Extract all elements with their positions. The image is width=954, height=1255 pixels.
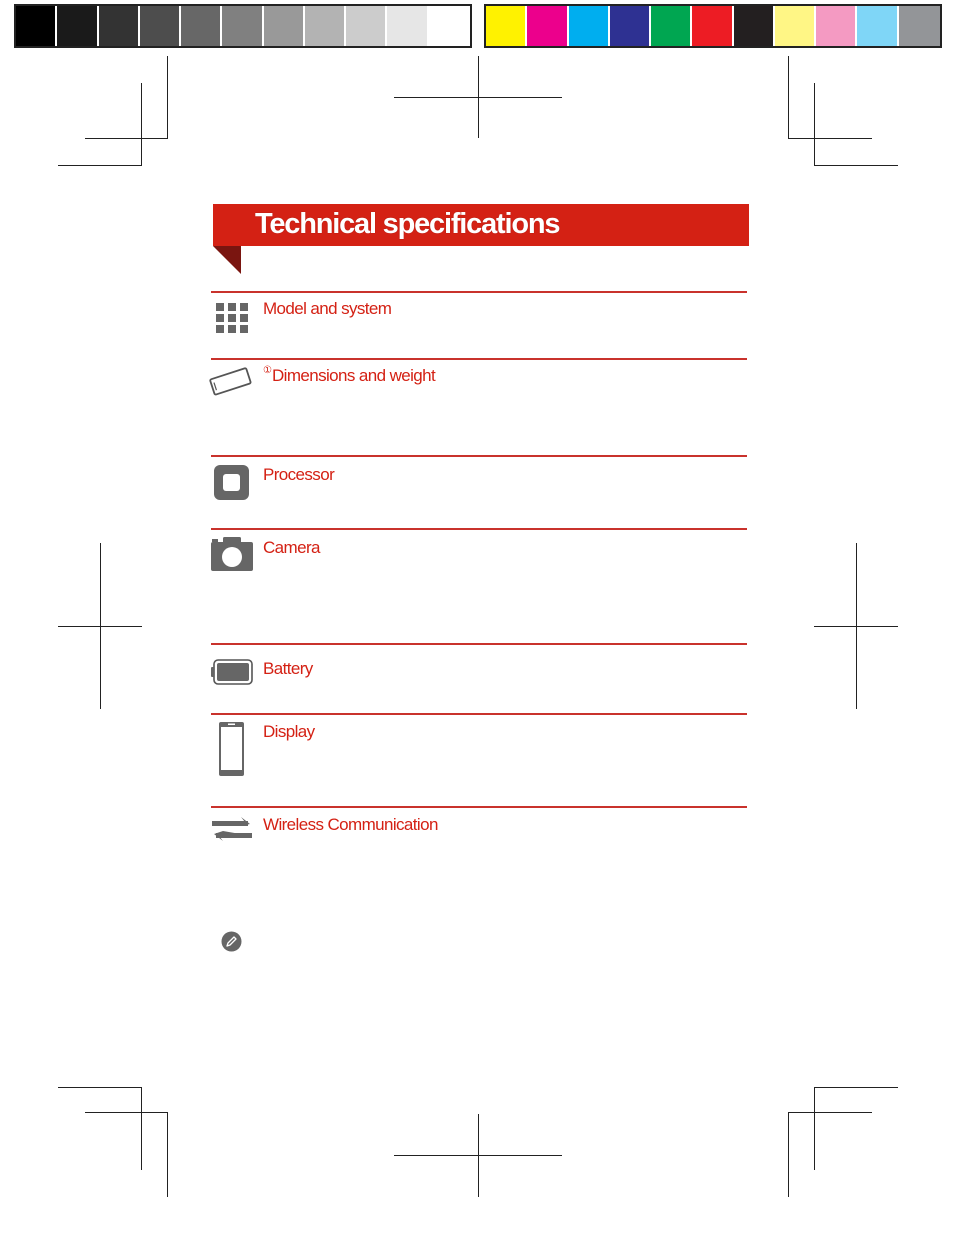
section-divider bbox=[211, 455, 747, 457]
process-color-swatch bbox=[651, 6, 692, 46]
section-title-wireless-communication: Wireless Communication bbox=[263, 815, 438, 834]
section-divider bbox=[211, 358, 747, 360]
process-color-swatch bbox=[734, 6, 775, 46]
swap-arrows-icon bbox=[209, 808, 255, 854]
section-title-model-and-system: Model and system bbox=[263, 299, 392, 318]
grayscale-calibration-bar bbox=[14, 4, 472, 48]
camera-icon bbox=[209, 533, 255, 579]
grayscale-swatch bbox=[16, 6, 57, 46]
grayscale-swatch bbox=[140, 6, 181, 46]
grid-icon bbox=[209, 298, 255, 344]
section-title-display: Display bbox=[263, 722, 315, 741]
grayscale-swatch bbox=[57, 6, 98, 46]
process-color-swatch bbox=[610, 6, 651, 46]
section-title-battery: Battery bbox=[263, 659, 313, 678]
section-divider bbox=[211, 528, 747, 530]
page-title: Technical specifications bbox=[255, 208, 560, 240]
process-color-swatch bbox=[775, 6, 816, 46]
grayscale-swatch bbox=[429, 6, 470, 46]
tablet-outline-icon bbox=[209, 360, 255, 406]
banner-fold-decoration bbox=[213, 246, 241, 274]
battery-icon bbox=[209, 649, 255, 695]
section-title-processor: Processor bbox=[263, 465, 335, 484]
grayscale-swatch bbox=[99, 6, 140, 46]
grayscale-swatch bbox=[181, 6, 222, 46]
grayscale-swatch bbox=[222, 6, 263, 46]
grayscale-swatch bbox=[346, 6, 387, 46]
processor-chip-icon bbox=[209, 461, 255, 507]
section-divider bbox=[211, 291, 747, 293]
section-divider bbox=[211, 806, 747, 808]
process-color-swatch bbox=[899, 6, 940, 46]
phone-display-icon bbox=[209, 720, 255, 778]
section-divider bbox=[211, 643, 747, 645]
process-color-swatch bbox=[486, 6, 527, 46]
process-color-swatch bbox=[527, 6, 568, 46]
grayscale-swatch bbox=[305, 6, 346, 46]
grayscale-swatch bbox=[387, 6, 428, 46]
footnote-marker: ① bbox=[263, 365, 272, 376]
section-title-camera: Camera bbox=[263, 538, 320, 557]
section-title-dimensions-and-weight: ①Dimensions and weight bbox=[263, 365, 436, 385]
process-color-swatch bbox=[816, 6, 857, 46]
pencil-note-icon bbox=[221, 931, 242, 952]
process-color-calibration-bar bbox=[484, 4, 942, 48]
process-color-swatch bbox=[857, 6, 898, 46]
title-banner bbox=[213, 204, 749, 246]
section-divider bbox=[211, 713, 747, 715]
grayscale-swatch bbox=[264, 6, 305, 46]
process-color-swatch bbox=[569, 6, 610, 46]
process-color-swatch bbox=[692, 6, 733, 46]
